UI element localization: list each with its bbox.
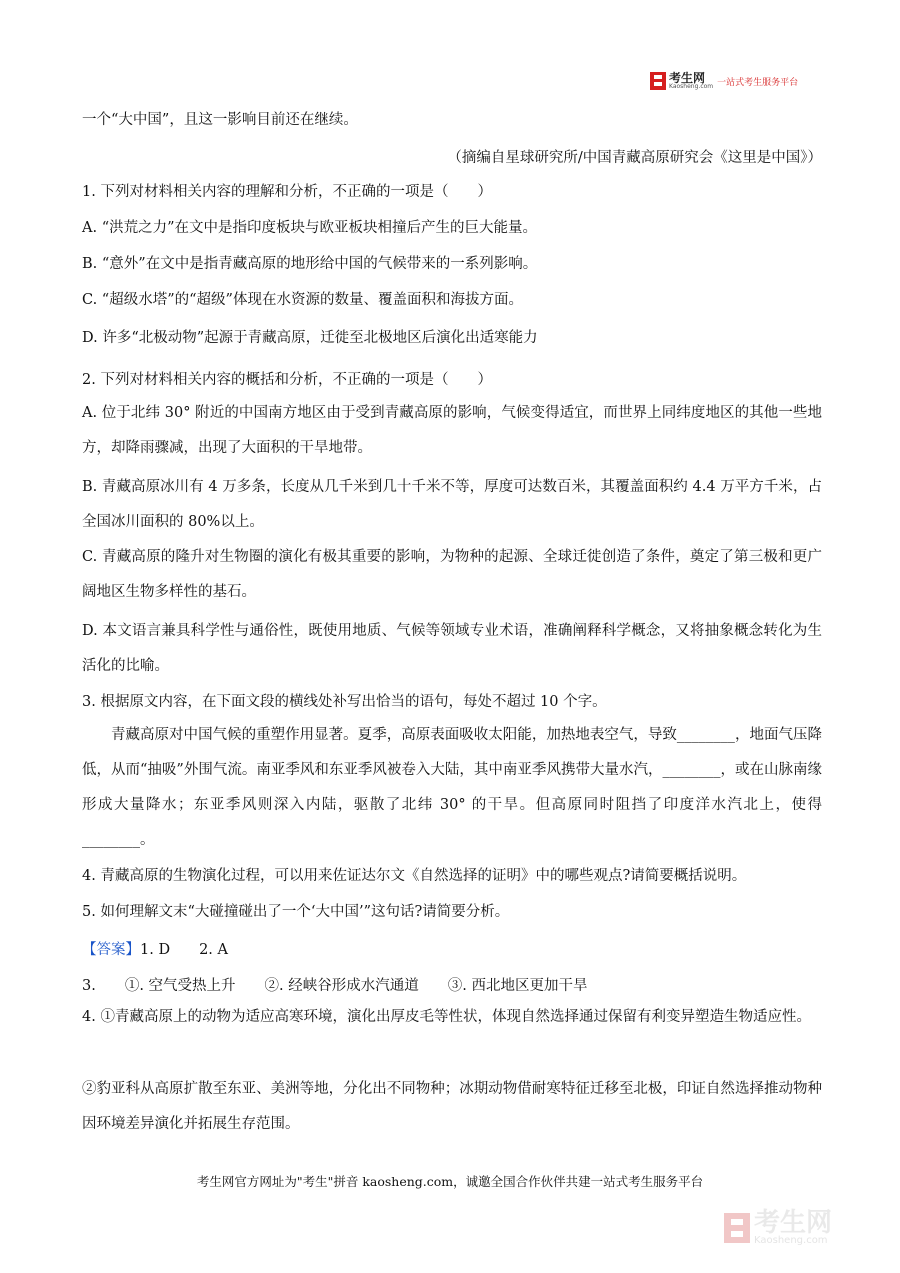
source-citation: （摘编自星球研究所/中国青藏高原研究会《这里是中国》）: [447, 150, 822, 166]
answer-3: 3. ①. 空气受热上升 ②. 经峡谷形成水汽通道 ③. 西北地区更加干旱: [82, 978, 588, 994]
q1-option-b: B. “意外”在文中是指青藏高原的地形给中国的气候带来的一系列影响。: [82, 256, 538, 272]
watermark-domain: Kaosheng.com: [754, 1235, 828, 1246]
watermark-name: 考生网: [754, 1208, 833, 1238]
answer-tag: 【答案】: [82, 942, 140, 958]
q1-option-d: D. 许多“北极动物”起源于青藏高原，迁徙至北极地区后演化出适寒能力: [82, 330, 538, 346]
q3-passage: 青藏高原对中国气候的重塑作用显著。夏季，高原表面吸收太阳能，加热地表空气，导致________，地面气压降低，从而“抽吸”外围气流。南亚季风和东亚季风被卷入大陆，其中南亚季风携带大量水汽，________，或在山脉南缘形成大量降水；东亚季风则深入内陆，驱散了北纬 30° 的干旱。但高原同时阻挡了印度洋水汽北上，使得________。: [82, 727, 822, 848]
site-logo: [650, 72, 798, 90]
q2-option-d: D. 本文语言兼具科学性与通俗性，既使用地质、气候等领域专业术语，准确阐释科学概念，又将抽象概念转化为生活化的比喻。: [82, 623, 822, 674]
answer-4-part-2: ②豹亚科从高原扩散至东亚、美洲等地，分化出不同物种；冰期动物借耐寒特征迁移至北极，印证自然选择推动物种因环境差异演化并拓展生存范围。: [82, 1081, 822, 1132]
logo-name: 考生网: [669, 71, 706, 85]
q1-option-c: C. “超级水塔”的“超级”体现在水资源的数量、覆盖面积和海拔方面。: [82, 292, 523, 308]
answer-4-part-1: 4. ①青藏高原上的动物为适应高寒环境，演化出厚皮毛等性状，体现自然选择通过保留有利变异塑造生物适应性。: [82, 1009, 811, 1025]
q2-option-a: A. 位于北纬 30° 附近的中国南方地区由于受到青藏高原的影响，气候变得适宜，而世界上同纬度地区的其他一些地方，却降雨骤减，出现了大面积的干旱地带。: [82, 405, 822, 456]
q2-option-c: C. 青藏高原的隆升对生物圈的演化有极其重要的影响，为物种的起源、全球迁徙创造了条件，奠定了第三极和更广阔地区生物多样性的基石。: [82, 549, 822, 600]
q3-stem: 3. 根据原文内容，在下面文段的横线处补写出恰当的语句，每处不超过 10 个字。: [82, 694, 607, 710]
answer-1-2: 1. D 2. A: [140, 942, 228, 958]
q2-stem: 2. 下列对材料相关内容的概括和分析，不正确的一项是（ ）: [82, 372, 492, 388]
q4-stem: 4. 青藏高原的生物演化过程，可以用来佐证达尔文《自然选择的证明》中的哪些观点?请简要概括说明。: [82, 868, 747, 884]
intro-tail: 一个“大中国”，且这一影响目前还在继续。: [82, 112, 358, 128]
logo-domain: Kaosheng.com: [669, 83, 714, 90]
q5-stem: 5. 如何理解文末“大碰撞碰出了一个‘大中国’”这句话?请简要分析。: [82, 904, 510, 920]
watermark-logo-icon: [724, 1213, 750, 1243]
q2-option-b: B. 青藏高原冰川有 4 万多条，长度从几千米到几十千米不等，厚度可达数百米，其覆盖面积约 4.4 万平方千米，占全国冰川面积的 80%以上。: [82, 479, 822, 530]
watermark: [724, 1210, 832, 1246]
answer-row-1: [82, 938, 228, 959]
page-footer: 考生网官方网址为"考生"拼音 kaosheng.com，诚邀全国合作伙伴共建一站式考生服务平台: [196, 1174, 704, 1189]
logo-slogan: 一站式考生服务平台: [717, 77, 799, 88]
q1-option-a: A. “洪荒之力”在文中是指印度板块与欧亚板块相撞后产生的巨大能量。: [82, 220, 538, 236]
logo-icon: [650, 72, 666, 90]
q1-stem: 1. 下列对材料相关内容的理解和分析，不正确的一项是（ ）: [82, 184, 492, 200]
